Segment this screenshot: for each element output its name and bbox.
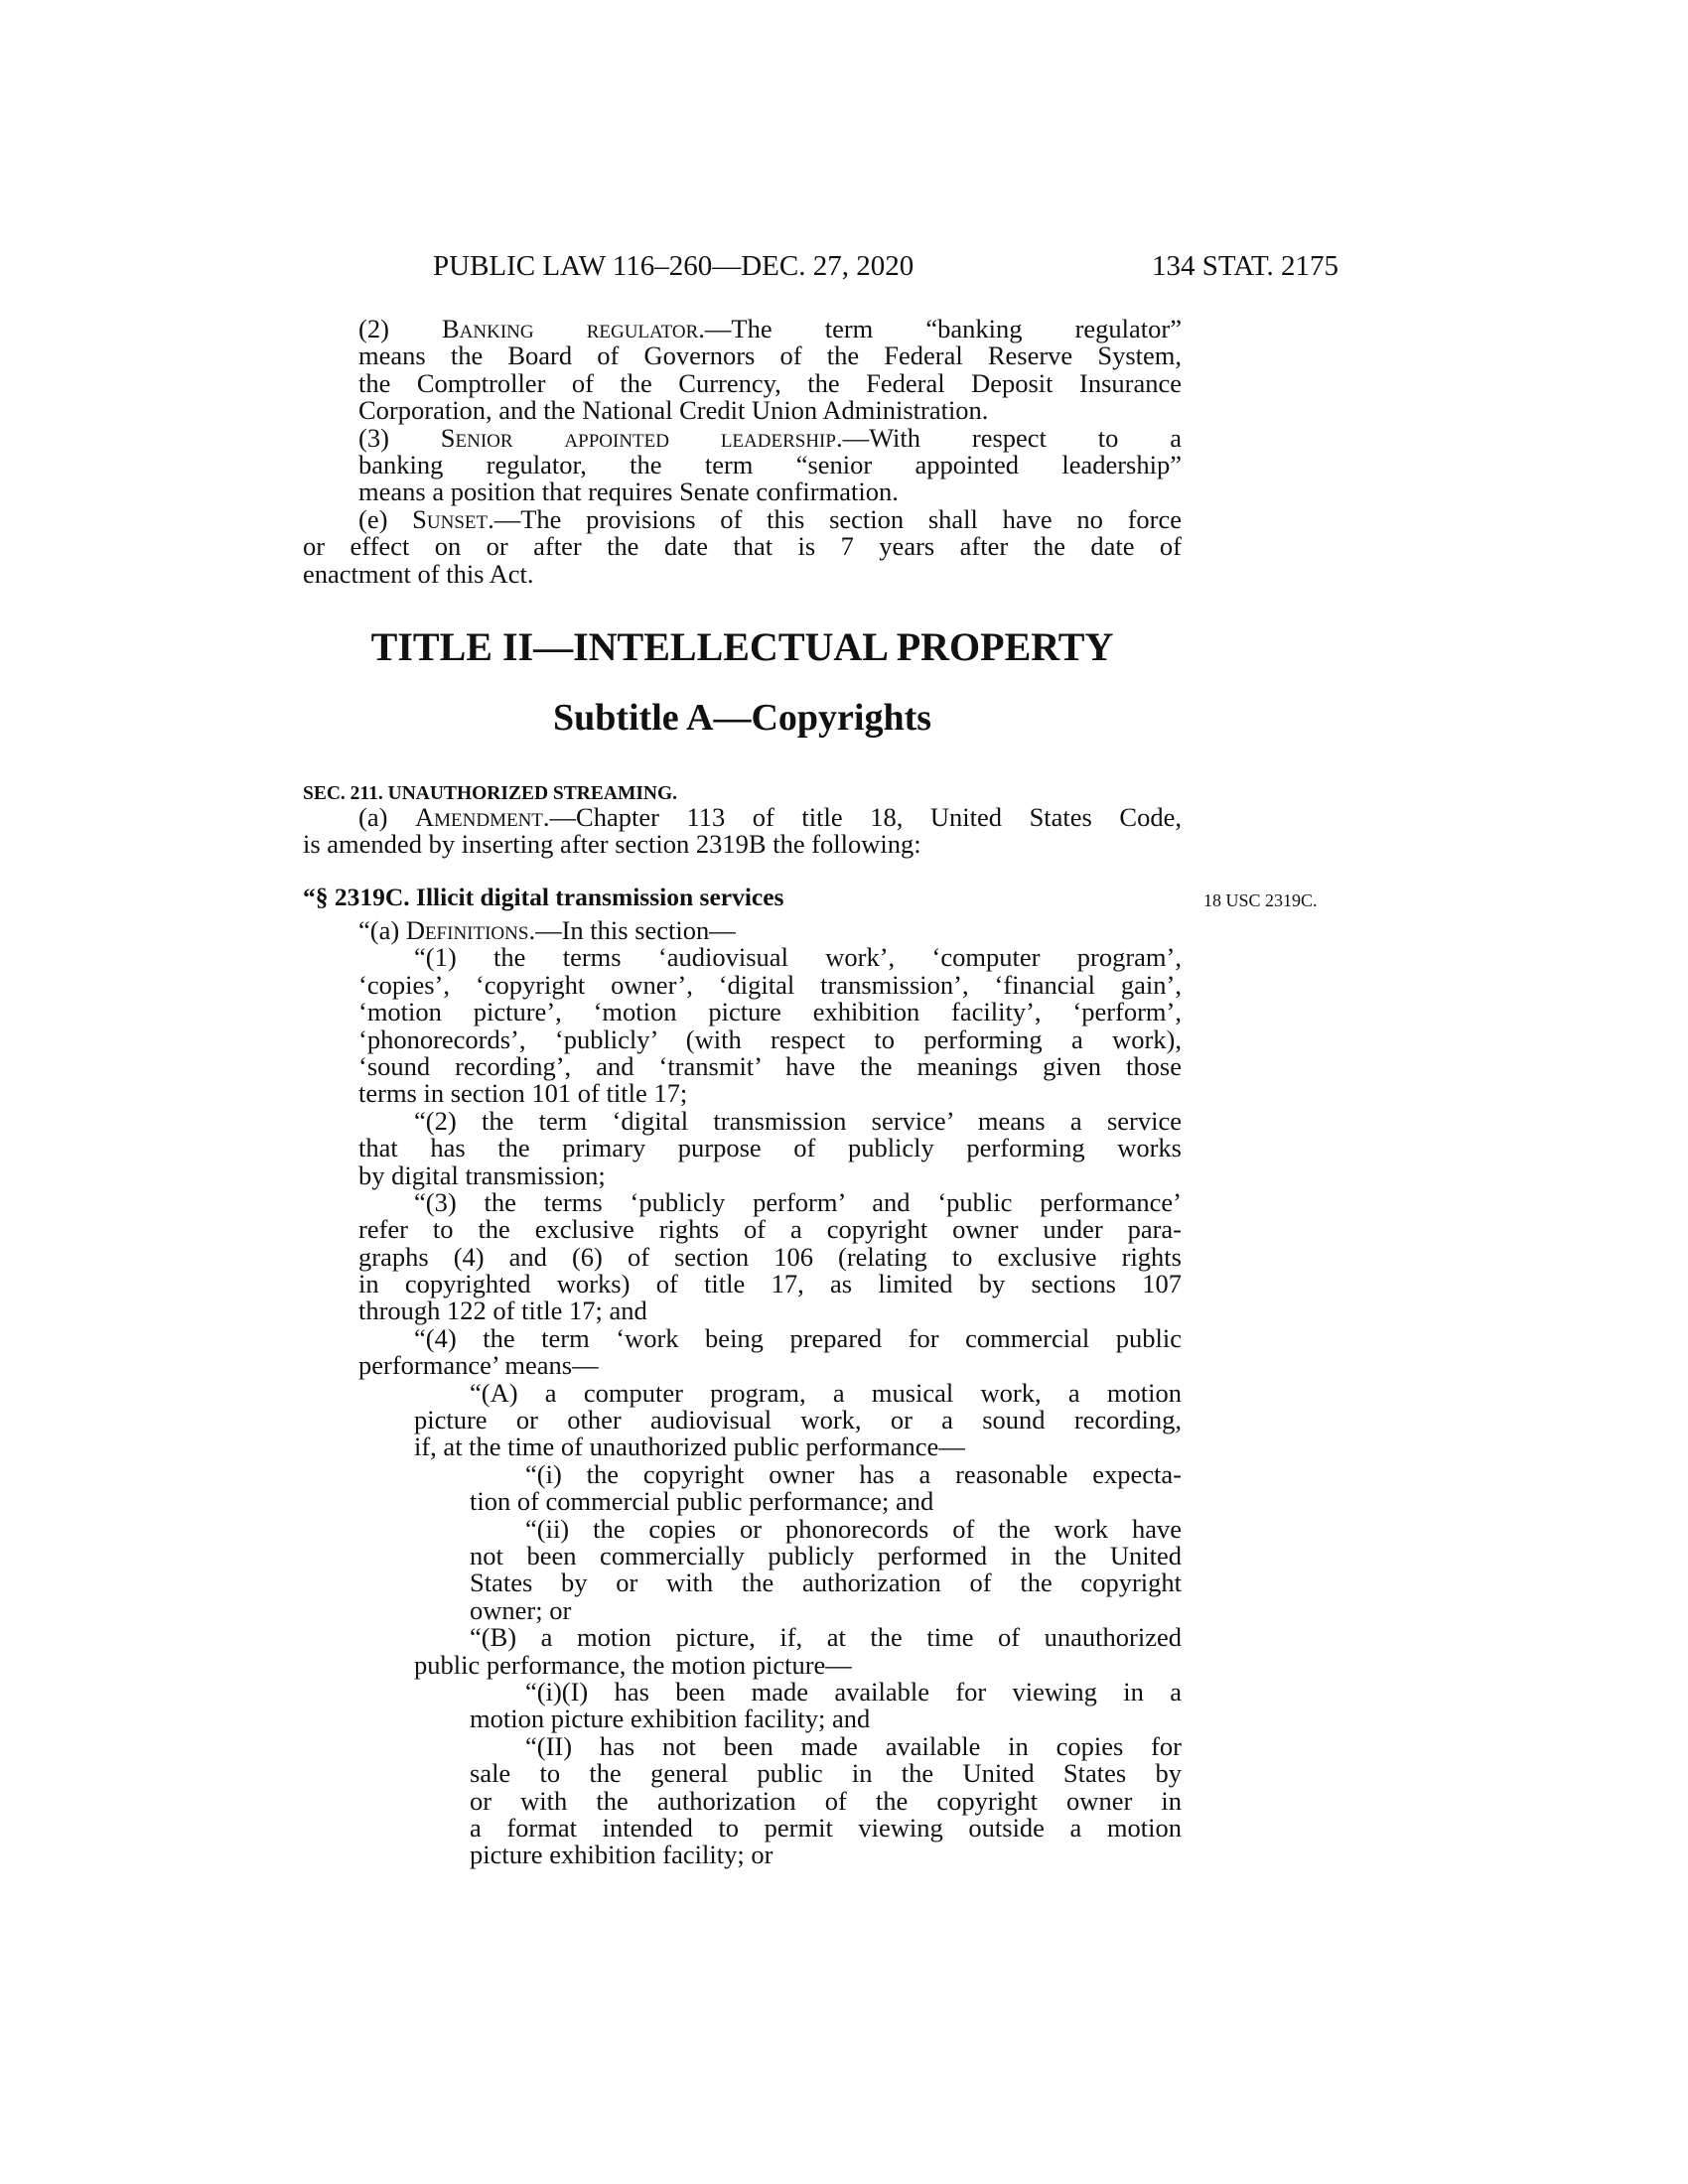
text-run: “(a) [358, 915, 406, 945]
text-run: terms in section 101 of title 17; [358, 1078, 688, 1109]
text-run: means the Board of Governors of the Federal Reserve System, [358, 341, 1182, 371]
text-line [358, 1080, 1182, 1107]
text-line [525, 1676, 1182, 1706]
text-line [414, 1433, 1182, 1460]
text-run: Senior appointed leadership [440, 422, 836, 453]
amendment-text [303, 804, 1182, 859]
text-line [414, 1322, 1182, 1353]
text-line [358, 1135, 1182, 1161]
text-run: ‘motion picture’, ‘motion picture exhibition facility’, ‘perform’, [358, 997, 1182, 1027]
text-run: “(1) the terms ‘audiovisual work’, ‘computer program’, [414, 942, 1182, 973]
text-line [470, 1706, 1182, 1732]
text-line [470, 1785, 1182, 1816]
text-line [414, 944, 1182, 971]
text-line [525, 1730, 1182, 1761]
text-line [470, 1624, 1182, 1651]
text-run: means a position that requires Senate confirmation. [358, 477, 899, 507]
subtitle-heading: Subtitle A—Copyrights [552, 697, 932, 739]
text-run: “(i)(I) has been made available for viewing in a [525, 1676, 1182, 1706]
text-line [358, 1297, 1182, 1324]
text-run: enactment of this Act. [303, 558, 534, 589]
text-run: (3) [358, 422, 441, 453]
text-run: performance’ means— [358, 1350, 599, 1381]
text-line [358, 422, 1182, 453]
section-heading: SEC. 211. UNAUTHORIZED STREAMING. [303, 783, 678, 804]
margin-citation-note: 18 USC 2319C. [1203, 890, 1318, 910]
text-run: through 122 of title 17; and [358, 1296, 647, 1326]
text-run: Amendment [414, 802, 543, 832]
text-run: .—Chapter 113 of title 18, United States Code, [542, 802, 1182, 832]
text-line [358, 342, 1182, 369]
text-line [470, 1842, 1182, 1868]
text-run: Definitions [405, 915, 529, 945]
text-run: “(II) has not been made available in copies for [525, 1730, 1182, 1761]
text-run: .—In this section— [528, 915, 736, 945]
text-run: graphs (4) and (6) of section 106 (relating to exclusive rights [358, 1241, 1182, 1272]
text-line [358, 397, 1182, 424]
text-line [303, 558, 1182, 589]
text-line [358, 449, 1182, 479]
text-line [358, 999, 1182, 1025]
text-run: .—With respect to a [835, 422, 1182, 453]
running-header-page-number: 134 STAT. 2175 [1152, 250, 1339, 282]
text-line [525, 1513, 1182, 1544]
text-line [358, 917, 1182, 944]
text-line [470, 1540, 1182, 1570]
text-run: motion picture exhibition facility; and [470, 1704, 871, 1734]
text-run: if, at the time of unauthorized public performance— [414, 1432, 965, 1462]
text-run: “(A) a computer program, a musical work, a motion [470, 1377, 1182, 1408]
text-run: (e) [358, 503, 413, 534]
text-run: public performance, the motion picture— [414, 1649, 852, 1680]
text-line [358, 478, 1182, 505]
text-run: Banking regulator [442, 314, 699, 343]
text-line [470, 1377, 1182, 1408]
text-line [358, 1026, 1182, 1053]
text-run: States by or with the authorization of the copyright [470, 1568, 1182, 1598]
text-line [470, 1760, 1182, 1787]
text-run: “(i) the copyright owner has a reasonable expecta- [525, 1458, 1182, 1489]
text-run: “(2) the term ‘digital transmission service’ means a service [414, 1105, 1182, 1136]
definitions-continued-text [303, 316, 1182, 588]
text-run: is amended by inserting after section 2319B the following: [303, 829, 921, 860]
text-line [525, 1458, 1182, 1489]
text-run: picture or other audiovisual work, or a sound recording, [414, 1405, 1182, 1435]
code-section-heading: “§ 2319C. Illicit digital transmission services [303, 883, 784, 911]
text-run: picture exhibition facility; or [470, 1840, 774, 1870]
text-run: “(4) the term ‘work being prepared for commercial public [414, 1322, 1182, 1353]
text-run: not been commercially publicly performed in the United [470, 1540, 1182, 1570]
text-line [470, 1488, 1182, 1515]
text-run: “(B) a motion picture, if, at the time of unauthorized [470, 1622, 1182, 1653]
text-run: Sunset [412, 503, 489, 534]
text-line [303, 533, 1182, 560]
text-line [470, 1570, 1182, 1596]
text-run: refer to the exclusive rights of a copyright owner under para- [358, 1214, 1182, 1245]
text-line [414, 1105, 1182, 1136]
text-run: (a) [358, 802, 415, 832]
text-run: in copyrighted works) of title 17, as limited by sections 107 [358, 1269, 1182, 1299]
text-run: that has the primary purpose of publicly performing works [358, 1133, 1182, 1163]
text-run: .—The term “banking regulator” [698, 314, 1182, 343]
text-run: (2) [358, 314, 442, 343]
running-header-law: PUBLIC LAW 116–260—DEC. 27, 2020 [433, 250, 914, 282]
text-run: or with the authorization of the copyright owner in [470, 1785, 1182, 1816]
text-run: or effect on or after the date that is 7 years after the date of [303, 531, 1182, 562]
text-run: by digital transmission; [358, 1160, 606, 1190]
text-line [414, 1186, 1182, 1217]
text-run: tion of commercial public performance; and [470, 1486, 934, 1517]
text-line [358, 1216, 1182, 1243]
text-run: .—The provisions of this section shall have no force [488, 503, 1183, 534]
title-heading: TITLE II—INTELLECTUAL PROPERTY [370, 624, 1114, 669]
definitions-text [303, 917, 1182, 1869]
text-run: Corporation, and the National Credit Union Administration. [358, 395, 989, 426]
text-line [303, 831, 1182, 858]
text-line [358, 804, 1182, 831]
text-run: “(3) the terms ‘publicly perform’ and ‘public performance’ [414, 1186, 1182, 1217]
text-run: a format intended to permit viewing outside a motion [470, 1812, 1182, 1843]
text-run: owner; or [470, 1594, 572, 1625]
text-run: ‘sound recording’, and ‘transmit’ have the meanings given those [358, 1050, 1182, 1081]
text-line [358, 1271, 1182, 1297]
text-line [358, 1352, 1182, 1379]
text-line [358, 1050, 1182, 1081]
text-line [358, 367, 1182, 398]
text-line [358, 969, 1182, 1000]
text-run: ‘phonorecords’, ‘publicly’ (with respect to performing a work), [358, 1024, 1182, 1054]
text-line [358, 316, 1182, 342]
text-line [358, 503, 1183, 534]
text-line [358, 1162, 1182, 1189]
text-run: “(ii) the copies or phonorecords of the work have [525, 1513, 1182, 1544]
text-run: banking regulator, the term “senior appointed leadership” [358, 449, 1182, 479]
text-run: ‘copies’, ‘copyright owner’, ‘digital transmission’, ‘financial gain’, [358, 969, 1182, 1000]
text-line [470, 1594, 1182, 1625]
text-line [414, 1649, 1182, 1680]
text-run: the Comptroller of the Currency, the Federal Deposit Insurance [358, 367, 1182, 398]
text-line [470, 1812, 1182, 1843]
text-line [358, 1241, 1182, 1272]
text-run: sale to the general public in the United States by [470, 1758, 1182, 1789]
text-line [414, 1407, 1182, 1433]
